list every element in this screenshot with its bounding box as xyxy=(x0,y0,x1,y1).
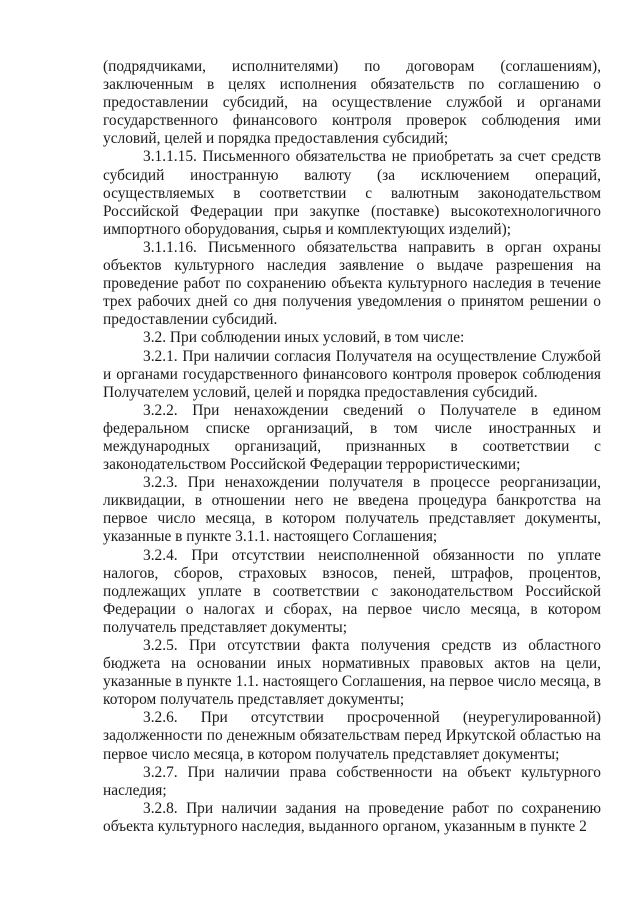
paragraph-3-2-4: 3.2.4. При отсутствии неисполненной обязанности по уплате налогов, сборов, страховых взносов, пеней, штрафов, процентов, подлежащих уплате в соответствии с законодательством Российской Федерации о налогах и сборах, на первое число месяца, в котором получатель представляет документы; xyxy=(103,546,601,636)
paragraph-continuation: (подрядчиками, исполнителями) по договорам (соглашениям), заключенным в целях исполнения обязательств по соглашению о предоставлении субсидий, на осуществление службой и органами государственного финансового контроля проверок соблюдения ими условий, целей и порядка предоставления субсидий; xyxy=(103,58,601,148)
paragraph-3-2-5: 3.2.5. При отсутствии факта получения средств из областного бюджета на основании иных нормативных правовых актов на цели, указанные в пункте 1.1. настоящего Соглашения, на первое число месяца, в котором получатель представляет документы; xyxy=(103,637,601,709)
paragraph-3-2-7: 3.2.7. При наличии права собственности на объект культурного наследия; xyxy=(103,763,601,799)
paragraph-3-1-1-15: 3.1.1.15. Письменного обязательства не приобретать за счет средств субсидий иностранную валюту (за исключением операций, осуществляемых в соответствии с валютным законодательством Российской Федерации при закупке (поставке) высокотехнологичного импортного оборудования, сырья и комплектующих изделий); xyxy=(103,148,601,238)
paragraph-3-2-3: 3.2.3. При ненахождении получателя в процессе реорганизации, ликвидации, в отношении него не введена процедура банкротства на первое число месяца, в котором получатель представляет документы, указанные в пункте 3.1.1. настоящего Соглашения; xyxy=(103,474,601,546)
paragraph-3-2-6: 3.2.6. При отсутствии просроченной (неурегулированной) задолженности по денежным обязательствам перед Иркутской областью на первое число месяца, в котором получатель представляет документы; xyxy=(103,709,601,763)
document-body xyxy=(103,58,601,836)
paragraph-3-1-1-16: 3.1.1.16. Письменного обязательства направить в орган охраны объектов культурного наследия заявление о выдаче разрешения на проведение работ по сохранению объекта культурного наследия в течение трех рабочих дней со дня получения уведомления о принятом решении о предоставлении субсидий. xyxy=(103,238,601,329)
paragraph-3-2-1: 3.2.1. При наличии согласия Получателя на осуществление Службой и органами государственного финансового контроля проверок соблюдения Получателем условий, целей и порядка предоставления субсидий. xyxy=(103,347,601,401)
paragraph-3-2-2: 3.2.2. При ненахождении сведений о Получателе в едином федеральном списке организаций, в том числе иностранных и международных организаций, признанных в соответствии с законодательством Российской Федерации террористическими; xyxy=(103,401,601,474)
paragraph-3-2-8: 3.2.8. При наличии задания на проведение работ по сохранению объекта культурного наследия, выданного органом, указанным в пункте 2 xyxy=(103,799,601,835)
paragraph-3-2: 3.2. При соблюдении иных условий, в том числе: xyxy=(143,329,465,347)
